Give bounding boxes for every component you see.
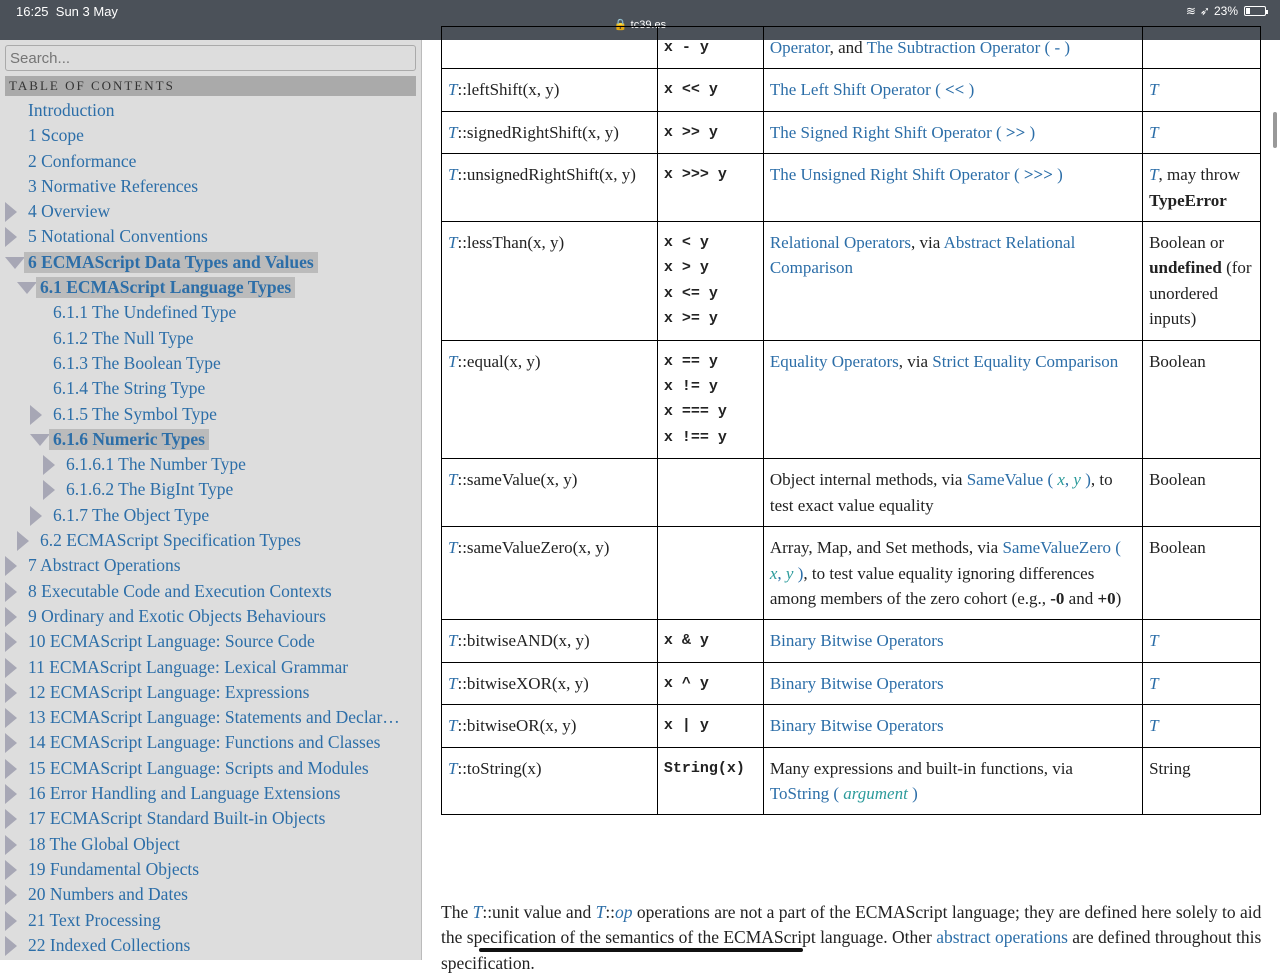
toc-item[interactable] <box>0 150 422 175</box>
operation-name: ::toString(x) <box>457 758 542 778</box>
syntax-example: x >= y <box>663 310 718 328</box>
spec-link[interactable]: ( <box>833 783 840 803</box>
operation-cell <box>442 111 658 153</box>
toc-item[interactable] <box>0 352 422 377</box>
type-var: T <box>448 233 458 253</box>
result-cell: Boolean <box>1143 459 1261 527</box>
toc-item-label[interactable]: 22 Indexed Collections <box>28 934 191 955</box>
spec-link[interactable]: Binary Bitwise Operators <box>769 716 944 736</box>
spec-link[interactable]: SameValueZero <box>1002 538 1112 558</box>
syntax-example: x & y <box>663 632 709 650</box>
spec-link[interactable]: ( <box>1047 470 1054 490</box>
battery-icon <box>1244 6 1266 16</box>
syntax-example: x != y <box>663 378 718 396</box>
toc-item[interactable] <box>0 200 422 225</box>
operation-name: ::bitwiseAND(x, y) <box>457 631 590 651</box>
description-cell <box>763 662 1142 704</box>
scroll-indicator[interactable] <box>1273 112 1277 148</box>
toc-item-label[interactable]: 9 Ordinary and Exotic Objects Behaviours <box>28 605 326 626</box>
spec-link[interactable]: Strict Equality Comparison <box>932 351 1119 371</box>
syntax-cell <box>657 459 763 527</box>
toc-item[interactable] <box>0 327 422 352</box>
toc-item[interactable] <box>0 504 422 529</box>
operation-name: ::lessThan(x, y) <box>457 233 565 253</box>
toc-item[interactable] <box>0 276 422 301</box>
operation-name: ::leftShift(x, y) <box>457 80 560 100</box>
syntax-example: x >> y <box>663 123 718 141</box>
expand-triangle-icon[interactable] <box>43 455 55 475</box>
operation-cell <box>442 662 658 704</box>
type-var: T <box>448 758 458 778</box>
type-var: T <box>448 351 458 371</box>
operation-name: ::sameValueZero(x, y) <box>457 538 610 558</box>
type-var: T <box>448 538 458 558</box>
toc-item[interactable] <box>0 883 422 908</box>
description-cell <box>763 705 1142 747</box>
operation-cell <box>442 527 658 620</box>
toc-item[interactable] <box>0 554 422 579</box>
table-row <box>442 69 1261 111</box>
syntax-example: x < y <box>663 234 709 252</box>
toc-item[interactable] <box>0 403 422 428</box>
syntax-cell <box>657 705 763 747</box>
toc-item[interactable] <box>0 225 422 250</box>
expand-triangle-icon[interactable] <box>5 607 17 627</box>
description-cell <box>763 154 1142 222</box>
toc-item-label[interactable]: 17 ECMAScript Standard Built-in Objects <box>28 808 326 829</box>
result-cell: T <box>1143 111 1261 153</box>
toc-title: TABLE OF CONTENTS <box>5 76 416 96</box>
table-row <box>442 111 1261 153</box>
expand-triangle-icon[interactable] <box>5 658 17 678</box>
spec-link[interactable]: The Left Shift Operator ( << ) <box>769 80 975 100</box>
description-cell <box>763 69 1142 111</box>
toc-item[interactable] <box>0 580 422 605</box>
spec-link[interactable]: abstract operations <box>936 927 1068 948</box>
description-cell: Operator, and The Subtraction Operator ( - ) <box>763 27 1142 69</box>
result-cell: T <box>1143 662 1261 704</box>
wifi-icon: ≋ <box>1185 4 1196 18</box>
expand-triangle-icon[interactable] <box>5 708 17 728</box>
syntax-example: x >>> y <box>663 166 727 184</box>
expand-triangle-icon[interactable] <box>5 759 17 779</box>
syntax-cell <box>657 222 763 341</box>
syntax-cell <box>657 69 763 111</box>
toc-item[interactable] <box>0 605 422 630</box>
spec-link[interactable]: The Unsigned Right Shift Operator ( >>> ) <box>769 165 1063 185</box>
toc-item-label[interactable]: 2 Conformance <box>28 150 137 171</box>
toc-list <box>0 99 422 959</box>
spec-link[interactable]: The Signed Right Shift Operator ( >> ) <box>769 122 1036 142</box>
toc-item-label[interactable]: 10 ECMAScript Language: Source Code <box>28 631 315 652</box>
expand-triangle-icon[interactable] <box>5 632 17 652</box>
toc-item[interactable] <box>0 858 422 883</box>
syntax-cell <box>657 27 763 69</box>
type-var: T <box>448 716 458 736</box>
toc-item[interactable] <box>0 782 422 807</box>
operation-name: ::bitwiseXOR(x, y) <box>457 673 589 693</box>
spec-link[interactable]: ToString <box>769 783 830 803</box>
toc-item-label[interactable]: 6.1.6.2 The BigInt Type <box>66 479 234 500</box>
url-bar[interactable]: 🔒 tc39.es <box>613 19 667 31</box>
toc-item-label[interactable]: 18 The Global Object <box>28 833 180 854</box>
operation-name: ::equal(x, y) <box>457 351 541 371</box>
spec-link[interactable]: ) <box>912 783 918 803</box>
toc-item-label[interactable]: 6.1.3 The Boolean Type <box>53 352 221 373</box>
operation-name: ::signedRightShift(x, y) <box>457 122 619 142</box>
expand-triangle-icon[interactable] <box>5 733 17 753</box>
spec-link[interactable]: Binary Bitwise Operators <box>769 631 944 651</box>
expand-triangle-icon[interactable] <box>5 556 17 576</box>
location-icon: ➶ <box>1199 4 1210 18</box>
table-row <box>442 222 1261 341</box>
toc-item-label[interactable]: 20 Numbers and Dates <box>28 884 188 905</box>
operation-cell <box>442 620 658 662</box>
description-cell: Relational Operators, via Abstract Relational Comparison <box>763 222 1142 341</box>
toc-item-label[interactable]: 6.2 ECMAScript Specification Types <box>40 530 301 551</box>
toc-item-label[interactable]: 6.1.4 The String Type <box>53 378 206 399</box>
result-cell: Boolean <box>1143 340 1261 459</box>
expand-triangle-icon[interactable] <box>5 784 17 804</box>
toc-item-label[interactable]: 6.1.7 The Object Type <box>53 504 210 525</box>
toc-item[interactable] <box>0 453 422 478</box>
table-row <box>442 154 1261 222</box>
syntax-cell <box>657 111 763 153</box>
operation-cell <box>442 705 658 747</box>
toc-item[interactable] <box>0 630 422 655</box>
syntax-example: x | y <box>663 717 709 735</box>
toc-item-label[interactable]: 13 ECMAScript Language: Statements and Declar… <box>28 707 400 728</box>
toc-item-label[interactable]: 6.1.6 Numeric Types <box>49 429 209 450</box>
operation-cell <box>442 27 658 69</box>
table-row <box>442 620 1261 662</box>
toc-item[interactable] <box>0 124 422 149</box>
toc-item-label[interactable]: 12 ECMAScript Language: Expressions <box>28 681 310 702</box>
type-var: T <box>448 673 458 693</box>
spec-link[interactable]: Equality Operators <box>769 351 899 371</box>
collapse-triangle-icon[interactable] <box>30 434 50 446</box>
spec-link[interactable]: Binary Bitwise Operators <box>769 673 944 693</box>
operation-cell <box>442 459 658 527</box>
syntax-example: x > y <box>663 259 709 277</box>
expand-triangle-icon[interactable] <box>30 405 42 425</box>
table-row <box>442 747 1261 815</box>
expand-triangle-icon[interactable] <box>43 480 55 500</box>
toc-item[interactable] <box>0 934 422 959</box>
result-cell: Boolean or undefined (for unordered inputs) <box>1143 222 1261 341</box>
syntax-cell <box>657 340 763 459</box>
description-cell <box>763 620 1142 662</box>
toc-item-label[interactable]: 4 Overview <box>28 201 111 222</box>
table-row <box>442 340 1261 459</box>
result-cell: Boolean <box>1143 527 1261 620</box>
description-cell: Many expressions and built-in functions, via ToString ( argument ) <box>763 747 1142 815</box>
type-var: T <box>448 80 458 100</box>
toc-item-label[interactable]: 21 Text Processing <box>28 909 161 930</box>
result-cell: T <box>1143 69 1261 111</box>
operation-cell <box>442 222 658 341</box>
spec-link[interactable]: Relational Operators <box>769 233 911 253</box>
toc-item[interactable] <box>0 757 422 782</box>
expand-triangle-icon[interactable] <box>17 531 29 551</box>
toc-item[interactable] <box>0 478 422 503</box>
toc-item-label[interactable]: 3 Normative References <box>28 175 199 196</box>
table-row <box>442 662 1261 704</box>
operation-cell <box>442 69 658 111</box>
syntax-example: x - y <box>663 39 709 56</box>
expand-triangle-icon[interactable] <box>5 227 17 247</box>
syntax-example: x === y <box>663 403 727 421</box>
spec-link[interactable]: ) <box>797 563 804 583</box>
syntax-example: x << y <box>663 81 718 99</box>
toc-item-label[interactable]: 14 ECMAScript Language: Functions and Classes <box>28 732 381 753</box>
type-var: T <box>448 470 458 490</box>
toc-item[interactable] <box>0 529 422 554</box>
table-row <box>442 459 1261 527</box>
status-time: 16:25 Sun 3 May <box>16 4 118 19</box>
toc-item-label[interactable]: 6.1.6.1 The Number Type <box>66 454 246 475</box>
result-cell <box>1143 27 1261 69</box>
syntax-cell <box>657 620 763 662</box>
operation-name: ::bitwiseOR(x, y) <box>457 716 577 736</box>
spec-link[interactable]: ( <box>1115 538 1121 558</box>
expand-triangle-icon[interactable] <box>5 885 17 905</box>
spec-link[interactable]: Operator <box>769 38 830 57</box>
syntax-cell <box>657 154 763 222</box>
toc-sidebar <box>0 40 422 960</box>
expand-triangle-icon[interactable] <box>5 835 17 855</box>
expand-triangle-icon[interactable] <box>5 202 17 222</box>
expand-triangle-icon[interactable] <box>5 683 17 703</box>
search-input[interactable] <box>5 45 416 71</box>
toc-item-label[interactable]: 5 Notational Conventions <box>28 226 208 247</box>
toc-item-label[interactable]: 8 Executable Code and Execution Contexts <box>28 580 332 601</box>
description-cell: Array, Map, and Set methods, via SameValueZero ( x, y ), to test value equality ignoring differences among members of the zero cohort (e.g., -0 and +0) <box>763 527 1142 620</box>
body-paragraph: The T::unit value and T::op operations are not a part of the ECMAScript language; they are defined here solely to aid the specification of the semantics of the ECMAScript language. Other abstract operations are defined throughout this specification. <box>441 902 1262 973</box>
syntax-example: String(x) <box>663 759 745 777</box>
expand-triangle-icon[interactable] <box>5 936 17 956</box>
description-cell: Object internal methods, via SameValue ( x, y ), to test exact value equality <box>763 459 1142 527</box>
type-var: T <box>448 122 458 142</box>
result-cell: T, may throw TypeError <box>1143 154 1261 222</box>
toc-item[interactable] <box>0 731 422 756</box>
toc-item[interactable] <box>0 428 422 453</box>
toc-item[interactable] <box>0 175 422 200</box>
description-cell: Equality Operators, via Strict Equality Comparison <box>763 340 1142 459</box>
type-var: T <box>448 165 458 185</box>
toc-item-label[interactable]: 15 ECMAScript Language: Scripts and Modules <box>28 757 369 778</box>
toc-item-label[interactable]: 6.1.1 The Undefined Type <box>53 302 237 323</box>
spec-link[interactable]: Abstract Relational Comparison <box>769 233 1076 278</box>
spec-link[interactable]: SameValue <box>966 470 1044 490</box>
toc-item-label[interactable]: Introduction <box>28 100 115 120</box>
syntax-example: x ^ y <box>663 674 709 692</box>
operation-name: ::sameValue(x, y) <box>457 470 578 490</box>
toc-item[interactable] <box>0 377 422 402</box>
operation-cell <box>442 340 658 459</box>
expand-triangle-icon[interactable] <box>30 506 42 526</box>
collapse-triangle-icon[interactable] <box>17 282 37 294</box>
operation-name: ::unsignedRightShift(x, y) <box>457 165 636 185</box>
toc-item[interactable] <box>0 833 422 858</box>
toc-item[interactable] <box>0 251 422 276</box>
spec-link[interactable]: The Subtraction Operator ( - ) <box>866 38 1071 57</box>
toc-item[interactable] <box>0 681 422 706</box>
table-row <box>442 27 1261 69</box>
syntax-example: x == y <box>663 352 718 370</box>
result-cell: String <box>1143 747 1261 815</box>
expand-triangle-icon[interactable] <box>5 911 17 931</box>
toc-item-label[interactable]: 6.1 ECMAScript Language Types <box>36 277 295 298</box>
syntax-cell <box>657 662 763 704</box>
result-cell: T <box>1143 705 1261 747</box>
home-indicator <box>479 948 803 952</box>
toc-item-label[interactable]: 6.1.5 The Symbol Type <box>53 403 217 424</box>
operations-table <box>441 26 1261 815</box>
toc-item-label[interactable]: 6.1.2 The Null Type <box>53 327 194 348</box>
toc-item-label[interactable]: 6 ECMAScript Data Types and Values <box>24 252 318 273</box>
syntax-cell <box>657 527 763 620</box>
toc-item-label[interactable]: 7 Abstract Operations <box>28 555 181 576</box>
toc-item[interactable] <box>0 99 422 124</box>
operation-cell <box>442 154 658 222</box>
expand-triangle-icon[interactable] <box>5 582 17 602</box>
spec-link[interactable]: , <box>1064 470 1070 490</box>
expand-triangle-icon[interactable] <box>5 860 17 880</box>
toc-item[interactable] <box>0 656 422 681</box>
toc-item[interactable] <box>0 807 422 832</box>
toc-item[interactable] <box>0 706 422 731</box>
toc-item-label[interactable]: 1 Scope <box>28 125 84 146</box>
spec-link[interactable]: ) <box>1085 470 1091 490</box>
spec-link[interactable]: , <box>777 563 782 583</box>
syntax-example: x !== y <box>663 428 727 446</box>
toc-item-label[interactable]: 11 ECMAScript Language: Lexical Grammar <box>28 656 349 677</box>
battery-percent: 23% <box>1213 4 1238 18</box>
syntax-cell <box>657 747 763 815</box>
table-row <box>442 705 1261 747</box>
result-cell: T <box>1143 620 1261 662</box>
toc-item-label[interactable]: 16 Error Handling and Language Extensions <box>28 783 341 804</box>
description-cell <box>763 111 1142 153</box>
type-var: T <box>448 631 458 651</box>
table-row <box>442 527 1261 620</box>
toc-item-label[interactable]: 19 Fundamental Objects <box>28 858 200 879</box>
toc-item[interactable] <box>0 301 422 326</box>
expand-triangle-icon[interactable] <box>5 809 17 829</box>
status-icons <box>1186 4 1266 18</box>
main-content <box>423 38 1280 973</box>
toc-item[interactable] <box>0 909 422 934</box>
operation-cell <box>442 747 658 815</box>
collapse-triangle-icon[interactable] <box>5 257 25 269</box>
syntax-example: x <= y <box>663 284 718 302</box>
